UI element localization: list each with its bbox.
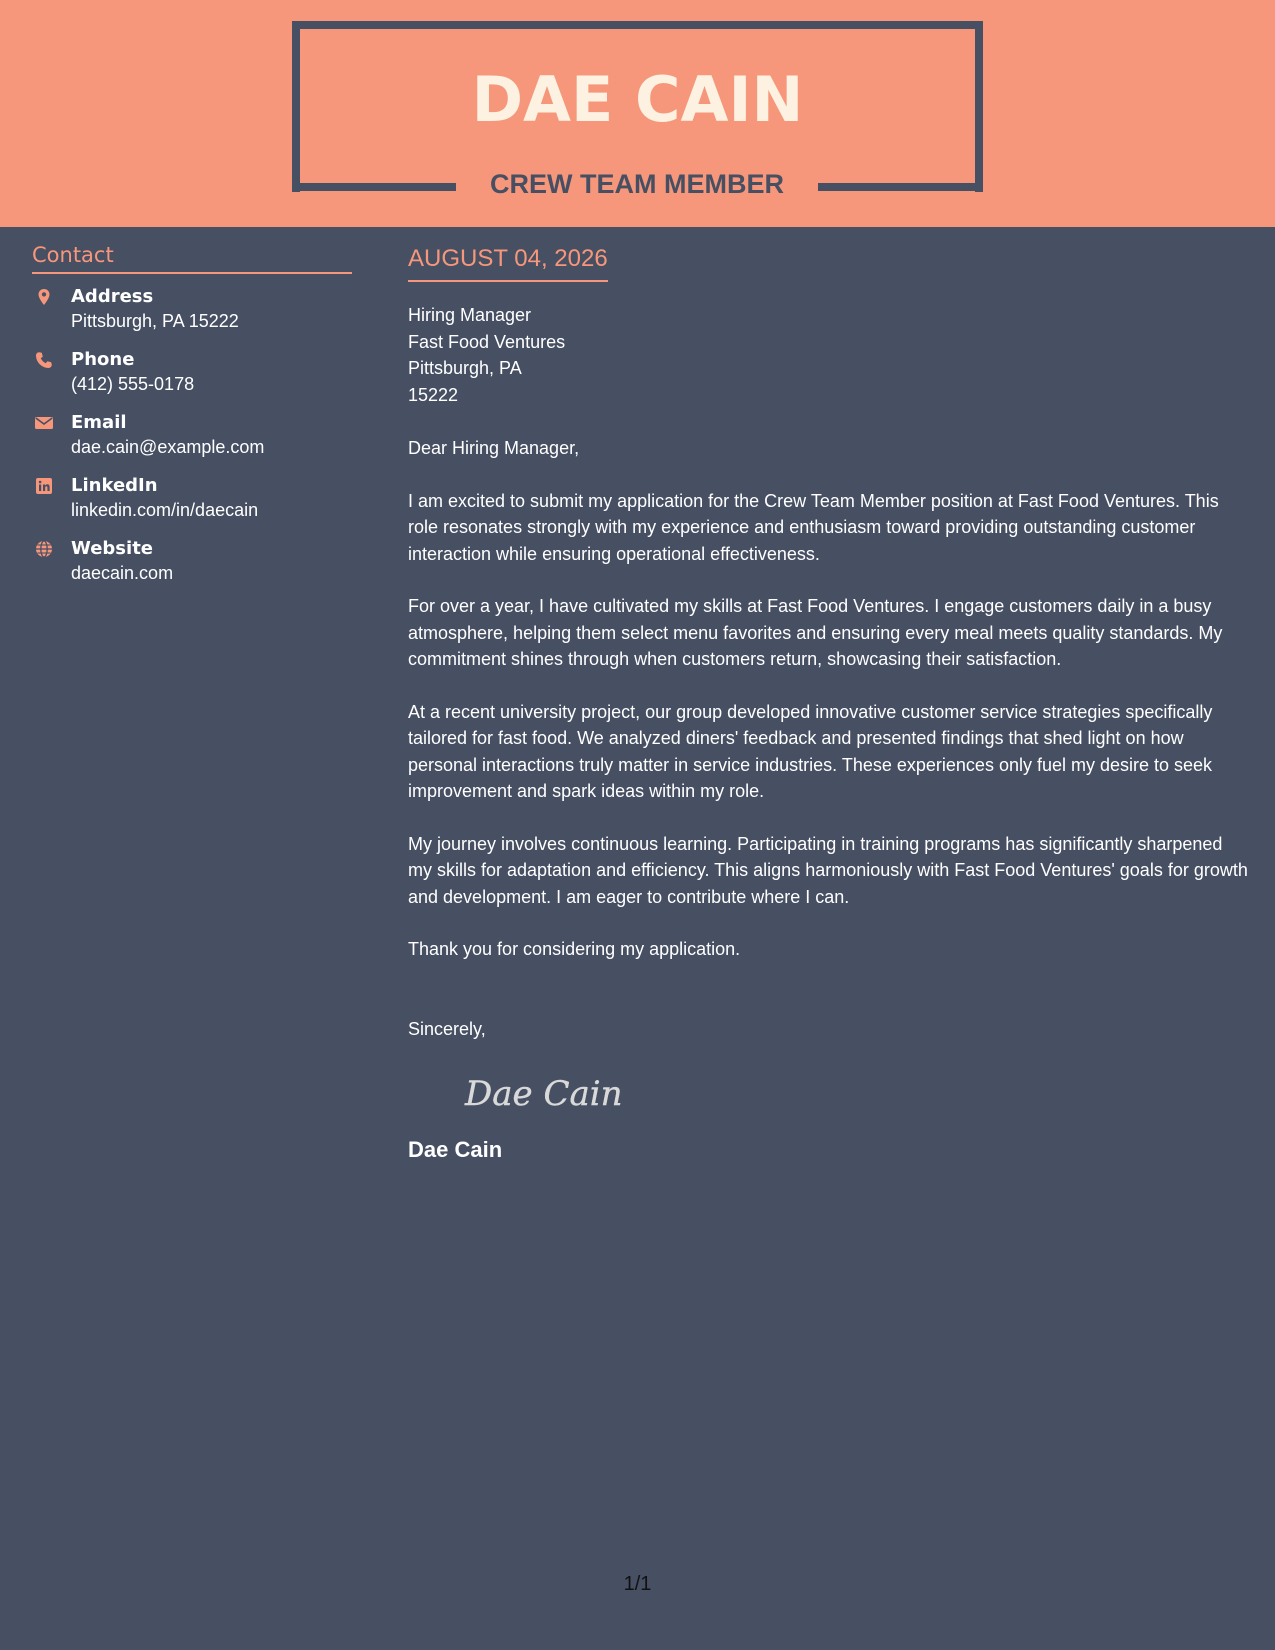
body-paragraph: For over a year, I have cultivated my skills at Fast Food Ventures. I engage customers daily in a busy atmosphere, helping them select menu favorites and ensuring every meal meets quality standards. My commitment shines through when customers return, showcasing their satisfaction. [408, 596, 1223, 669]
name-frame-top [292, 21, 983, 29]
recipient-line: 15222 [408, 384, 459, 405]
closing: Sincerely, [408, 1018, 486, 1039]
phone-icon [35, 351, 53, 369]
name-frame-right [975, 21, 983, 192]
body-paragraph: I am excited to submit my application for the Crew Team Member position at Fast Food Ventures. This role resonates strongly with my experience and enthusiasm toward providing outstanding customer interaction while ensuring operational effectiveness. [408, 490, 1219, 564]
contact-value: linkedin.com/in/daecain [71, 500, 259, 520]
body-paragraph: Thank you for considering my application. [408, 939, 741, 959]
name-frame-bottom-left [292, 183, 456, 191]
contact-item-email [32, 410, 352, 473]
recipient-line: Pittsburgh, PA [408, 358, 522, 378]
contact-label: LinkedIn [71, 475, 158, 496]
contact-label: Phone [71, 349, 135, 370]
letter-body [408, 242, 1248, 1165]
body-paragraph: My journey involves continuous learning. Participating in training programs has significantly sharpened my skills for adaptation and efficiency. This aligns harmoniously with Fast Food Ventures' goals for growth and development. I am eager to contribute where I can. [408, 833, 1248, 907]
name-frame-left [292, 21, 300, 192]
recipient-line: Fast Food Ventures [408, 331, 566, 352]
name-frame-bottom-right [818, 183, 983, 191]
recipient-line: Hiring Manager [408, 305, 532, 325]
body-paragraph: At a recent university project, our group developed innovative customer service strategies specifically tailored for fast food. We analyzed diners' feedback and presented findings that shed light on how personal interactions truly matter in service industries. These experiences only fuel my desire to seek improvement and spark ideas within my role. [408, 701, 1213, 801]
contact-value: dae.cain@example.com [71, 437, 265, 457]
contact-value: daecain.com [71, 563, 174, 583]
contact-label: Email [71, 412, 127, 433]
applicant-name: DAE CAIN [471, 63, 804, 136]
header-banner [0, 0, 1275, 227]
envelope-icon [35, 414, 53, 432]
contact-value: (412) 555-0178 [71, 374, 195, 394]
signer-name: Dae Cain [408, 1137, 503, 1162]
letter-date: AUGUST 04, 2026 [408, 242, 608, 282]
linkedin-icon [35, 477, 53, 495]
contact-sidebar [32, 240, 352, 599]
contact-heading: Contact [32, 240, 352, 274]
contact-label: Website [71, 538, 154, 559]
handwritten-signature [463, 1069, 623, 1115]
contact-item-address [32, 284, 352, 347]
contact-item-phone [32, 347, 352, 410]
contact-item-website [32, 536, 352, 599]
globe-icon [35, 540, 53, 558]
contact-value: Pittsburgh, PA 15222 [71, 311, 239, 331]
contact-label: Address [71, 286, 154, 307]
map-pin-icon [35, 288, 53, 306]
job-title: CREW TEAM MEMBER [490, 169, 784, 199]
contact-list [32, 284, 352, 599]
salutation: Dear Hiring Manager, [408, 438, 580, 458]
page-number: 1/1 [623, 1573, 652, 1595]
signature-text: Dae Cain [465, 1074, 623, 1114]
contact-item-linkedin [32, 473, 352, 536]
recipient-block [408, 302, 1248, 408]
